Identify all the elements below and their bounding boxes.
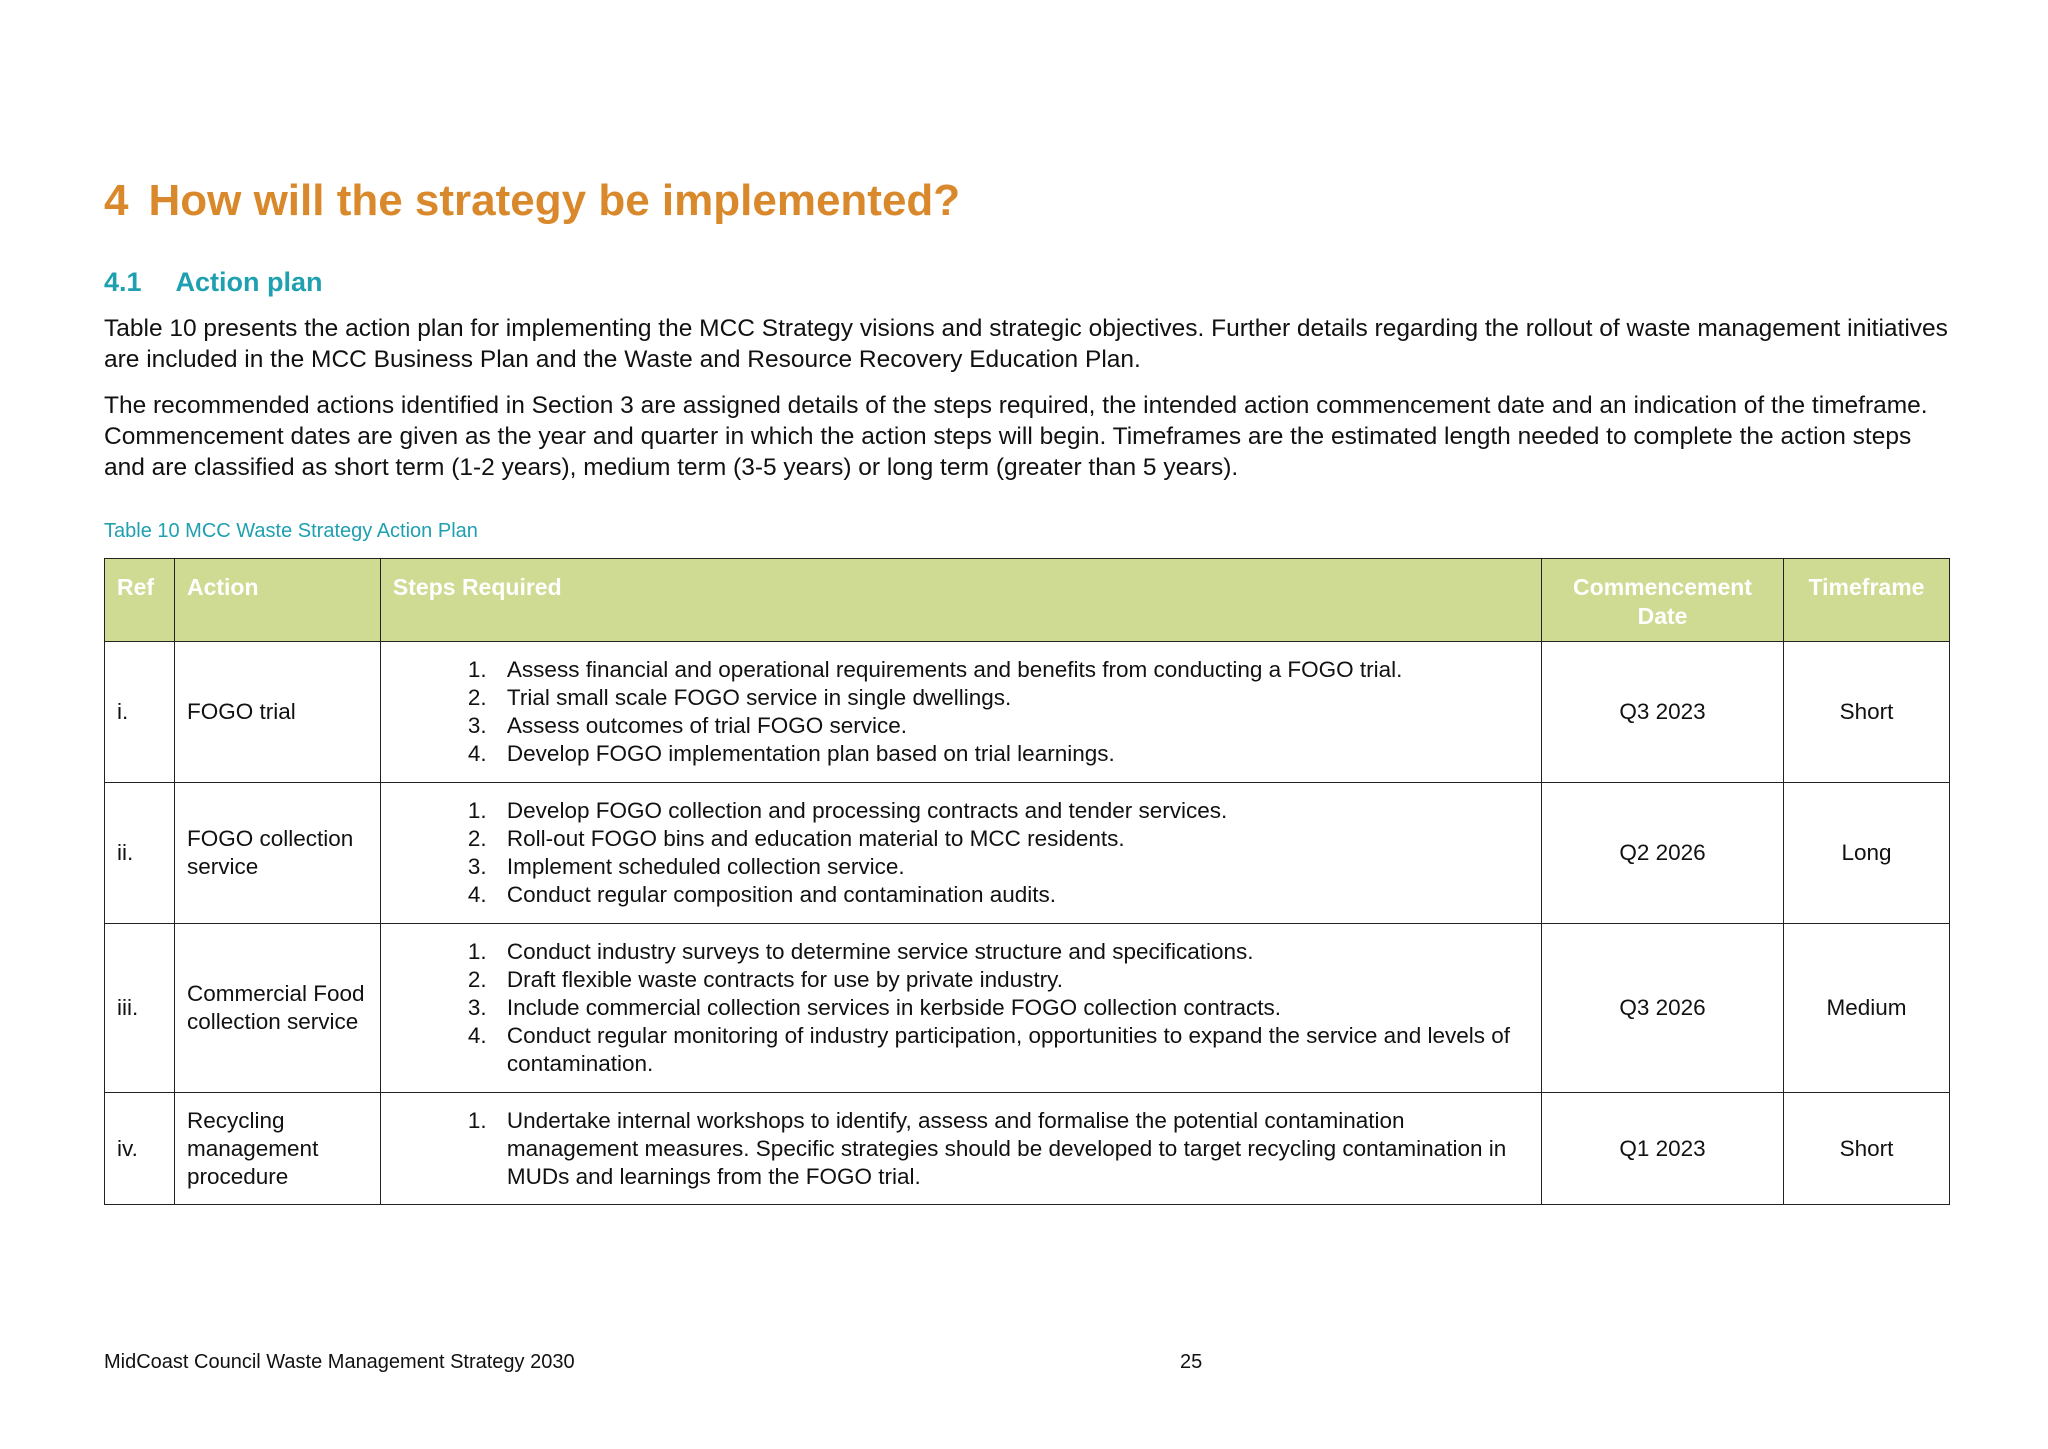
- steps-list: [393, 656, 1529, 768]
- row-action: FOGO trial: [174, 642, 380, 783]
- steps-list: [393, 797, 1529, 909]
- step-item: 3. Assess outcomes of trial FOGO service.: [493, 712, 1529, 740]
- step-item: 1. Undertake internal workshops to identify, assess and formalise the potential contamination management measures. Specific strategies should be developed to target recycling contamination in MUDs and learnings from the FOGO trial.: [493, 1107, 1529, 1191]
- table-row: [105, 924, 1950, 1093]
- action-plan-table: [104, 558, 1950, 1205]
- steps-list: [393, 938, 1529, 1078]
- table-row: [105, 642, 1950, 783]
- row-action: FOGO collection service: [174, 783, 380, 924]
- table-caption: Table 10 MCC Waste Strategy Action Plan: [104, 520, 478, 542]
- table-row: [105, 1093, 1950, 1205]
- footer-title: MidCoast Council Waste Management Strategy 2030: [104, 1351, 575, 1373]
- row-commencement-date: Q3 2023: [1542, 642, 1784, 783]
- step-item: 1. Assess financial and operational requirements and benefits from conducting a FOGO trial.: [493, 656, 1529, 684]
- step-item: 4. Conduct regular composition and contamination audits.: [493, 881, 1529, 909]
- header-ref: Ref: [105, 559, 175, 642]
- step-item: 1. Develop FOGO collection and processing contracts and tender services.: [493, 797, 1529, 825]
- section-title: How will the strategy be implemented?: [148, 176, 961, 225]
- method-paragraph: The recommended actions identified in Section 3 are assigned details of the steps required, the intended action commencement date and an indication of the timeframe. Commencement dates are given as the year and quarter in which the action steps will begin. Timeframes are the estimated length needed to complete the action steps and are classified as short term (1-2 years), medium term (3-5 years) or long term (greater than 5 years).: [104, 392, 1928, 481]
- header-steps: Steps Required: [380, 559, 1541, 642]
- header-action: Action: [174, 559, 380, 642]
- row-commencement-date: Q2 2026: [1542, 783, 1784, 924]
- footer-page-number: 25: [1180, 1351, 1203, 1373]
- row-timeframe: Long: [1783, 783, 1949, 924]
- row-action: Commercial Food collection service: [174, 924, 380, 1093]
- row-ref: iv.: [105, 1093, 175, 1205]
- row-timeframe: Short: [1783, 1093, 1949, 1205]
- table-row: [105, 783, 1950, 924]
- section-number: 4: [104, 176, 129, 225]
- intro-paragraph: Table 10 presents the action plan for implementing the MCC Strategy visions and strategic objectives. Further details regarding the rollout of waste management initiatives are included in the MCC Business Plan and the Waste and Resource Recovery Education Plan.: [104, 315, 1948, 373]
- table-header-row: [105, 559, 1950, 642]
- subsection-title: Action plan: [175, 267, 323, 297]
- subsection-number: 4.1: [104, 267, 142, 297]
- row-action: Recycling management procedure: [174, 1093, 380, 1205]
- step-item: 3. Include commercial collection services in kerbside FOGO collection contracts.: [493, 994, 1529, 1022]
- row-steps: [380, 642, 1541, 783]
- row-ref: iii.: [105, 924, 175, 1093]
- row-ref: i.: [105, 642, 175, 783]
- section-heading: [104, 176, 960, 226]
- row-steps: [380, 924, 1541, 1093]
- header-timeframe: Timeframe: [1783, 559, 1949, 642]
- row-timeframe: Medium: [1783, 924, 1949, 1093]
- row-steps: [380, 1093, 1541, 1205]
- row-ref: ii.: [105, 783, 175, 924]
- row-steps: [380, 783, 1541, 924]
- row-commencement-date: Q1 2023: [1542, 1093, 1784, 1205]
- step-item: 3. Implement scheduled collection service.: [493, 853, 1529, 881]
- steps-list: [393, 1107, 1529, 1191]
- step-item: 4. Conduct regular monitoring of industry participation, opportunities to expand the service and levels of contamination.: [493, 1022, 1529, 1078]
- step-item: 2. Draft flexible waste contracts for use by private industry.: [493, 966, 1529, 994]
- row-commencement-date: Q3 2026: [1542, 924, 1784, 1093]
- step-item: 4. Develop FOGO implementation plan based on trial learnings.: [493, 740, 1529, 768]
- subsection-heading: [104, 267, 323, 298]
- step-item: 2. Trial small scale FOGO service in single dwellings.: [493, 684, 1529, 712]
- row-timeframe: Short: [1783, 642, 1949, 783]
- step-item: 1. Conduct industry surveys to determine service structure and specifications.: [493, 938, 1529, 966]
- step-item: 2. Roll-out FOGO bins and education material to MCC residents.: [493, 825, 1529, 853]
- header-commencement-date: Commencement Date: [1542, 559, 1784, 642]
